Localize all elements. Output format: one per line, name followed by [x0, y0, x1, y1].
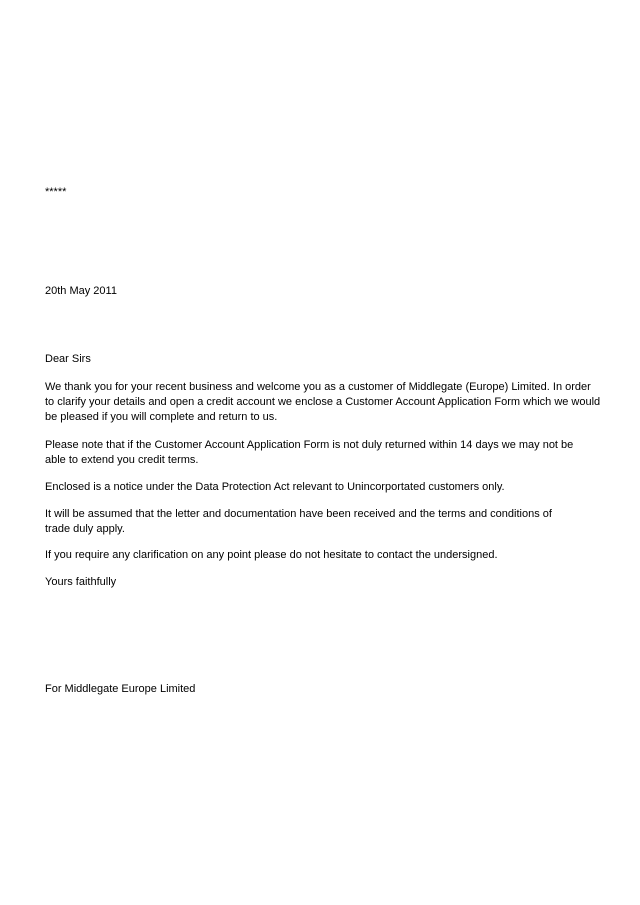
letter-date: 20th May 2011 — [45, 285, 117, 297]
closing: Yours faithfully — [45, 576, 117, 588]
paragraph-line: be pleased if you will complete and return to us. — [45, 411, 278, 423]
paragraph-welcome — [45, 380, 600, 425]
paragraph-terms — [45, 507, 552, 537]
salutation: Dear Sirs — [45, 353, 91, 365]
paragraph-line: Enclosed is a notice under the Data Protection Act relevant to Unincorportated customers only. — [45, 481, 505, 493]
paragraph-data-protection — [45, 480, 505, 495]
paragraph-line: able to extend you credit terms. — [45, 454, 199, 466]
paragraph-line: It will be assumed that the letter and documentation have been received and the terms and conditions of — [45, 508, 552, 520]
paragraph-line: If you require any clarification on any point please do not hesitate to contact the undersigned. — [45, 549, 498, 561]
paragraph-line: to clarify your details and open a credit account we enclose a Customer Account Application Form which we would — [45, 396, 601, 408]
paragraph-return-notice — [45, 438, 573, 468]
paragraph-line: Please note that if the Customer Account Application Form is not duly returned within 14 days we may not be — [45, 439, 574, 451]
reference-marker: ***** — [45, 186, 67, 198]
paragraph-line: We thank you for your recent business and welcome you as a customer of Middlegate (Europe) Limited. In order — [45, 381, 591, 393]
paragraph-clarification — [45, 548, 498, 563]
paragraph-line: trade duly apply. — [45, 523, 125, 535]
signature-line: For Middlegate Europe Limited — [45, 683, 196, 695]
